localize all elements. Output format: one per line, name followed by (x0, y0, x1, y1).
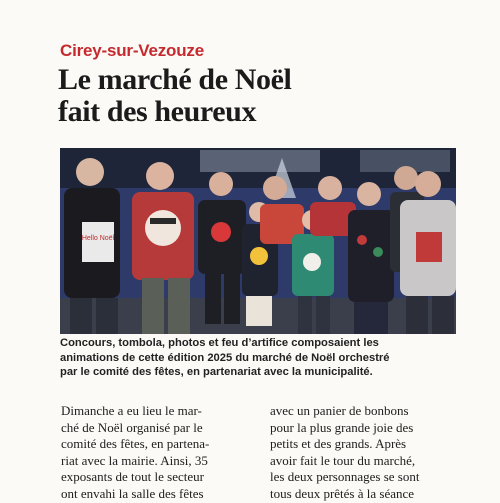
body-column-right (270, 403, 466, 503)
photo-caption (60, 336, 458, 380)
headline-line-1: Le marché de Noël (58, 63, 292, 96)
caption-line: animations de cette édition 2025 du marché de Noël orchestré (60, 351, 390, 364)
body-line: les deux personnages se sont (270, 469, 420, 485)
headline (58, 64, 458, 128)
caption-line: par le comité des fêtes, en partenariat avec la municipalité. (60, 366, 373, 378)
body-line: avoir fait le tour du marché, (270, 452, 416, 468)
caption-line: Concours, tombola, photos et feu d’artifice composaient les (60, 337, 379, 349)
body-line: avec un panier de bonbons (270, 403, 409, 418)
location-kicker: Cirey-sur-Vezouze (60, 41, 204, 60)
body-line: pour la plus grande joie des (270, 419, 414, 435)
body-line: exposants de tout le secteur (61, 469, 204, 485)
body-line: Dimanche a eu lieu le mar- (61, 403, 202, 418)
body-line: comité des fêtes, en partena- (61, 436, 210, 452)
body-line: ont envahi la salle des fêtes (61, 485, 204, 501)
article-photo (60, 148, 456, 334)
photo-illustration (60, 148, 456, 334)
body-line: ché de Noël organisé par le (61, 419, 203, 435)
body-line: riat avec la mairie. Ainsi, 35 (61, 452, 208, 468)
body-line: petits et des grands. Après (270, 436, 407, 452)
sweater-text: Hello Noël (81, 235, 115, 242)
body-line: tous deux prêtés à la séance (270, 485, 415, 501)
headline-line-2: fait des heureux (58, 95, 257, 128)
body-column-left (61, 403, 259, 503)
